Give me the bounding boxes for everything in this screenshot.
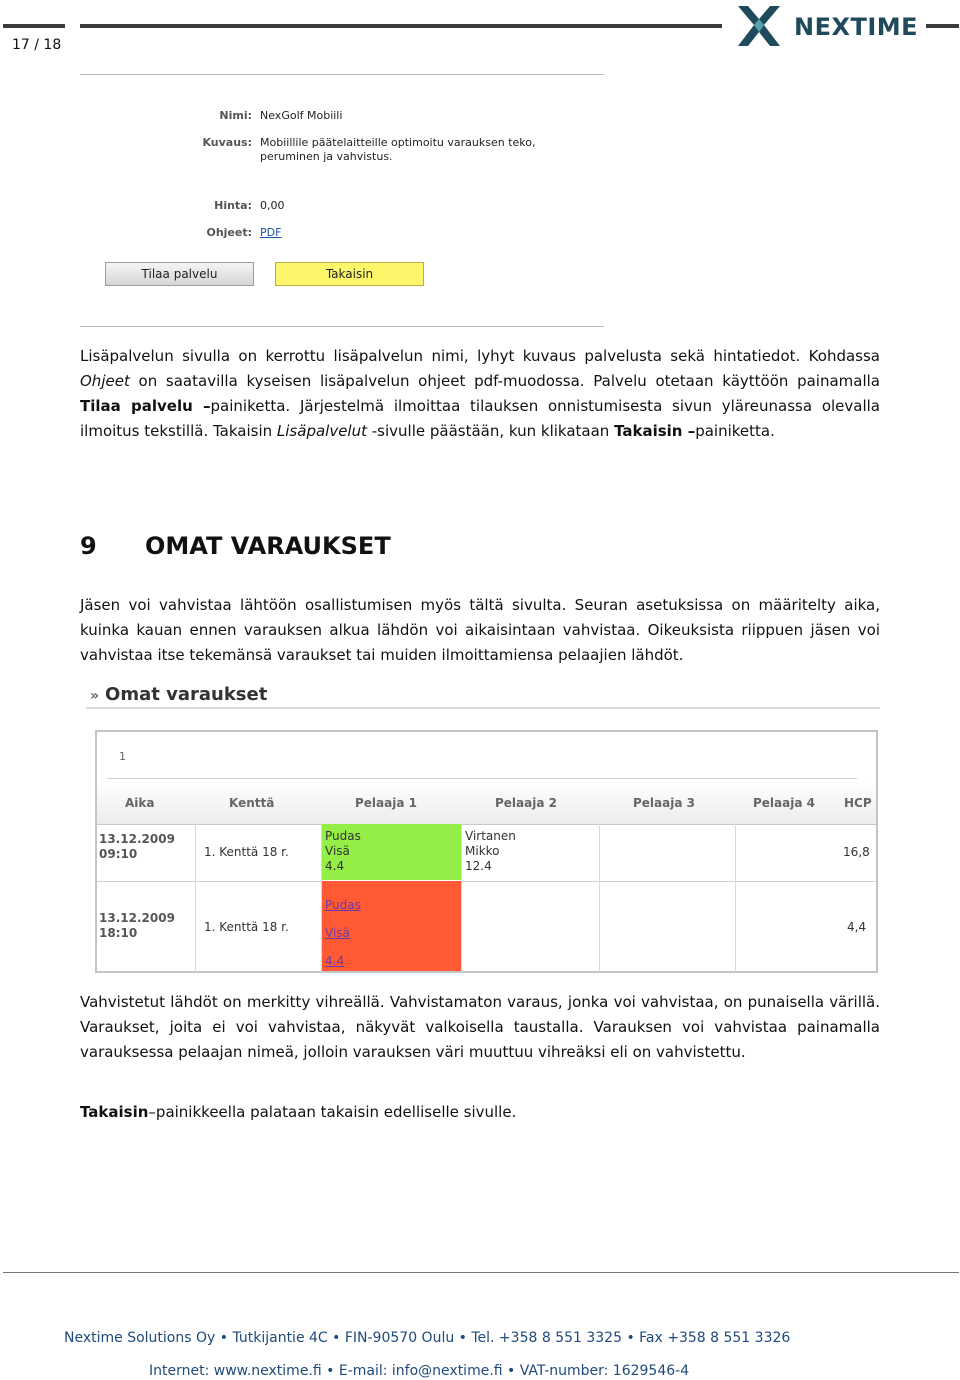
para4-takaisin: Takaisin: [80, 1103, 149, 1121]
para4-text: –painikkeella palataan takaisin edelliselle sivulle.: [148, 1103, 517, 1121]
column-separator: [599, 824, 600, 972]
para1-text-5: painiketta.: [695, 422, 775, 440]
row1-player1-hcp: 4.4: [325, 859, 345, 873]
row1-player2-hcp: 12.4: [465, 859, 492, 873]
service-detail-screenshot: [80, 74, 604, 328]
row1-date: 13.12.2009: [99, 832, 175, 846]
title-arrow-icon: »: [90, 688, 100, 704]
name-label: Nimi:: [219, 109, 252, 122]
description-line-1: Mobiillile päätelaitteille optimoitu varauksen teko,: [260, 136, 536, 149]
reservations-table: [95, 730, 878, 973]
pager-page-1[interactable]: 1: [119, 750, 126, 763]
description-value: [260, 136, 536, 164]
para1-tilaa-palvelu: Tilaa palvelu –: [80, 397, 211, 415]
paragraph-back-button: [80, 1100, 880, 1125]
column-separator: [461, 824, 462, 972]
column-header-player1: Pelaaja 1: [355, 796, 417, 810]
description-line-2: peruminen ja vahvistus.: [260, 150, 393, 163]
instructions-label: Ohjeet:: [206, 226, 252, 239]
reservations-title-text: Omat varaukset: [105, 684, 268, 705]
section-number: 9: [80, 532, 97, 560]
row1-total-hcp: 16,8: [843, 845, 870, 859]
row1-player2[interactable]: [465, 829, 516, 874]
page-number: 17 / 18: [12, 37, 62, 53]
header-rule-left: [3, 24, 65, 28]
reservations-title-rule: [86, 707, 880, 709]
section-title: OMAT VARAUKSET: [145, 532, 391, 560]
header-rule-right: [926, 24, 959, 28]
paragraph-color-legend: Vahvistetut lähdöt on merkitty vihreällä. Vahvistamaton varaus, jonka voi vahvistaa, on punaisella värillä. Varaukset, joita ei voi vahvistaa, näkyvät valkoisella taustalla. Varauksen voi vahvistaa painamalla varauksessa pelaajan nimeä, jolloin varauksen väri muuttuu vihreäksi eli on vahvistettu.: [80, 993, 880, 1061]
description-label: Kuvaus:: [202, 136, 252, 149]
para1-text-2: on saatavilla kyseisen lisäpalvelun ohjeet pdf-muodossa. Palvelu otetaan käyttöön painamalla: [129, 372, 880, 390]
instructions-pdf-link[interactable]: PDF: [260, 226, 282, 239]
row1-datetime: [99, 832, 175, 862]
row2-total-hcp: 4,4: [847, 920, 867, 934]
nextime-x-icon: [734, 2, 784, 52]
row2-date: 13.12.2009: [99, 911, 175, 925]
para1-ohjeet: Ohjeet: [80, 372, 130, 390]
column-header-time: Aika: [125, 796, 155, 810]
divider-bottom: [80, 326, 604, 327]
table-row: [97, 824, 876, 882]
row1-player2-lastname: Virtanen: [465, 829, 516, 843]
name-value: NexGolf Mobiili: [260, 109, 343, 122]
row2-player1-firstname-link[interactable]: Visä: [325, 926, 350, 940]
column-header-player2: Pelaaja 2: [495, 796, 557, 810]
back-button[interactable]: Takaisin: [275, 262, 424, 286]
column-separator: [321, 824, 322, 972]
para1-text-4: -sivulle päästään, kun klikataan: [366, 422, 615, 440]
column-header-player3: Pelaaja 3: [633, 796, 695, 810]
paragraph-reservations-intro: Jäsen voi vahvistaa lähtöön osallistumisen myös tältä sivulta. Seuran asetuksissa on määritelty aika, kuinka kauan ennen varauksen alkua lähdön voi aikaisintaan vahvistaa. Oikeuksista riippuen jäsen voi vahvistaa itse tekemänsä varaukset tai muiden ilmoittamiensa pelaajien lähdöt.: [80, 596, 880, 664]
header-rule-middle: [80, 24, 722, 28]
column-header-course: Kenttä: [229, 796, 275, 810]
row1-player1[interactable]: [325, 829, 361, 874]
row2-player1[interactable]: [325, 891, 361, 975]
column-header-player4: Pelaaja 4: [753, 796, 815, 810]
divider-top: [80, 74, 604, 75]
reservations-title: [90, 684, 267, 705]
price-label: Hinta:: [214, 199, 252, 212]
row2-course: 1. Kenttä 18 r.: [204, 920, 289, 934]
row1-player1-firstname: Visä: [325, 844, 350, 858]
row2-datetime: [99, 911, 175, 941]
column-header-hcp: HCP: [844, 796, 872, 810]
row1-time: 09:10: [99, 847, 138, 861]
footer-rule: [3, 1272, 959, 1273]
logo-text: NEXTIME: [794, 13, 919, 41]
row2-player1-lastname-link[interactable]: Pudas: [325, 898, 361, 912]
para1-text-1: Lisäpalvelun sivulla on kerrottu lisäpalvelun nimi, lyhyt kuvaus palvelusta sekä hintatiedot. Kohdassa: [80, 347, 880, 365]
row2-time: 18:10: [99, 926, 138, 940]
paragraph-service-description: [80, 344, 880, 444]
price-value: 0,00: [260, 199, 285, 212]
table-row: [97, 881, 876, 971]
row1-player1-lastname: Pudas: [325, 829, 361, 843]
row2-player1-hcp-link[interactable]: 4.4: [325, 954, 345, 968]
footer-contact: Internet: www.nextime.fi • E-mail: info@nextime.fi • VAT-number: 1629546-4: [149, 1363, 690, 1379]
column-separator: [735, 824, 736, 972]
row1-player2-firstname: Mikko: [465, 844, 500, 858]
para1-lisapalvelut: Lisäpalvelut: [276, 422, 367, 440]
column-separator: [195, 824, 196, 972]
order-service-button[interactable]: Tilaa palvelu: [105, 262, 254, 286]
nextime-logo: [734, 2, 924, 52]
para1-takaisin: Takaisin –: [614, 422, 696, 440]
section-heading: [80, 532, 391, 560]
para1-text-3: painiketta. Järjestelmä ilmoittaa tilauksen onnistumisesta sivun yläreunassa olevalla ilmoitus tekstillä. Takaisin: [80, 397, 880, 440]
footer-address: Nextime Solutions Oy • Tutkijantie 4C • FIN-90570 Oulu • Tel. +358 8 551 3325 • Fax +358 8 551 3326: [64, 1330, 791, 1346]
pager-rule: [107, 778, 857, 779]
instructions-value: [260, 226, 281, 240]
row1-course: 1. Kenttä 18 r.: [204, 845, 289, 859]
